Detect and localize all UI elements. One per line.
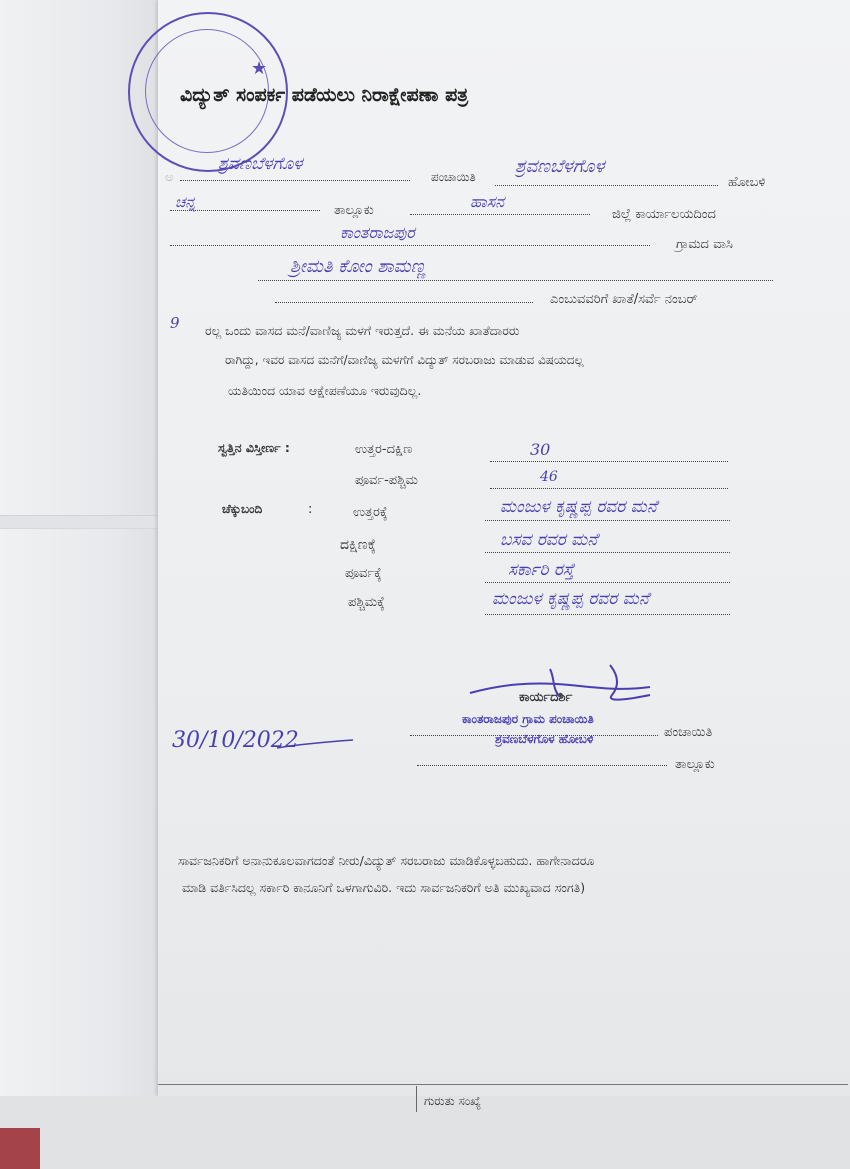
signatory-office: ಕಾಂತರಾಜಪುರ ಗ್ರಾಮ ಪಂಚಾಯಿತಿ xyxy=(462,712,594,726)
north-south-value: 30 xyxy=(530,440,551,459)
handwritten-signature xyxy=(460,655,660,715)
seal-star-icon: ★ xyxy=(251,58,268,79)
dotline xyxy=(275,302,533,303)
dotline xyxy=(485,582,730,583)
hw-village: ಶ್ರವಣಬೆಳಗೊಳ xyxy=(218,154,303,174)
district-label: ಜಿಲ್ಲೆ ಕಾರ್ಯಾಲಯದಿಂದ xyxy=(612,207,716,222)
sig-panchayati-label: ಪಂಚಾಯಿತಿ xyxy=(664,725,713,740)
west-value: ಮಂಜುಳ ಕೃಷ್ಣಪ್ಪ ರವರ ಮನೆ xyxy=(492,589,649,609)
north-value: ಮಂಜುಳ ಕೃಷ್ಣಪ್ಪ ರವರ ಮನೆ xyxy=(500,497,657,517)
village-prefix: ಅ xyxy=(165,170,174,185)
stub-fold xyxy=(0,515,158,529)
bottom-divider xyxy=(416,1086,417,1112)
boundaries-label: ಚೆಕ್ಕುಬಂದಿ xyxy=(222,502,263,516)
dotline xyxy=(410,735,658,736)
dotline xyxy=(180,180,410,181)
dotline xyxy=(495,185,718,186)
panchayati-label: ಪಂಚಾಯಿತಿ xyxy=(431,170,476,184)
ref-number-label: ಗುರುತು ಸಂಖ್ಯೆ xyxy=(424,1094,482,1108)
para-line1: ರಲ್ಲ ಒಂದು ವಾಸದ ಮನೆ/ವಾಣಿಜ್ಯ ಮಳಗೆ ಇರುತ್ತದೆ. ಈ ಮನೆಯ ಖಾತೆದಾರರು xyxy=(205,323,520,338)
hw-panchayati: ಶ್ರವಣಬೆಳಗೊಳ xyxy=(515,156,605,177)
north-south-label: ಉತ್ತರ-ದಕ್ಷಿಣ xyxy=(355,442,413,457)
east-west-value: 46 xyxy=(540,469,558,485)
footer-note-line2: ಮಾಡಿ ವರ್ತಿಸಿದಲ್ಲ ಸರ್ಕಾರಿ ಕಾನೂನಿಗೆ ಒಳಗಾಗುವಿರಿ. ಇದು ಸಾರ್ವಜನಿಕರಿಗೆ ಅತಿ ಮುಖ್ಯವಾದ ಸಂಗತಿ) xyxy=(182,880,586,895)
east-west-label: ಪೂರ್ವ-ಪಶ್ಚಿಮ xyxy=(355,473,418,488)
boundaries-colon: : xyxy=(308,502,313,517)
dotline xyxy=(490,461,728,462)
west-label: ಪಶ್ಚಿಮಕ್ಕೆ xyxy=(348,595,385,610)
sig-taluk-label: ತಾಲ್ಲೂಕು xyxy=(675,757,715,772)
bottom-rule xyxy=(158,1084,848,1085)
hw-date: 30/10/2022 xyxy=(172,728,299,753)
dotline xyxy=(410,214,590,215)
east-label: ಪೂರ್ವಕ್ಕೆ xyxy=(345,566,382,581)
village-resident-label: ಗ್ರಾಮದ ವಾಸಿ xyxy=(676,237,733,252)
red-corner xyxy=(0,1128,40,1169)
dotline xyxy=(490,488,728,489)
hw-taluk: ಚನ್ನ xyxy=(175,193,196,211)
north-label: ಉತ್ತರಕ್ಕೆ xyxy=(353,505,388,520)
dotline xyxy=(485,520,730,521)
south-label: ದಕ್ಷಿಣಕ್ಕೆ xyxy=(340,537,376,553)
dotline xyxy=(485,614,730,615)
east-value: ಸರ್ಕಾರಿ ರಸ್ತೆ xyxy=(508,560,575,580)
date-underline xyxy=(275,738,355,752)
south-value: ಬಸವ ರವರ ಮನೆ xyxy=(500,530,598,550)
dotline xyxy=(170,245,650,246)
area-label: ಸ್ವತ್ತಿನ ವಿಸ್ತೀರ್ಣ : xyxy=(218,440,290,455)
footer-note-line1: ಸಾರ್ವಜನಿಕರಿಗೆ ಅನಾನುಕೂಲವಾಗದಂತೆ ನೀರು/ವಿದ್ಯುತ್ ಸರಬರಾಜು ಮಾಡಿಕೊಳ್ಳಬಹುದು. ಹಾಗೇನಾದರೂ xyxy=(178,853,595,868)
enbuvavarige-label: ಎಂಬುವವರಿಗೆ ಖಾತೆ/ಸರ್ವೆ ನಂಬರ್ xyxy=(550,292,698,307)
hobali-label: ಹೋಬಳಿ xyxy=(728,175,766,190)
document-title: ವಿದ್ಯುತ್ ಸಂಪರ್ಕ ಪಡೆಯಲು ನಿರಾಕ್ಷೇಪಣಾ ಪತ್ರ xyxy=(180,84,469,106)
dotline xyxy=(485,552,730,553)
dotline xyxy=(417,765,667,766)
hw-village-name: ಕಾಂತರಾಜಪುರ xyxy=(340,223,415,242)
taluk-label: ತಾಲ್ಲೂಕು xyxy=(334,203,374,218)
dotline xyxy=(258,280,773,281)
hw-district: ಹಾಸನ xyxy=(470,192,505,211)
signatory-hobali: ಶ್ರವಣಬೆಳಗೊಳ ಹೋಬಳಿ xyxy=(495,732,594,746)
signatory-designation: ಕಾರ್ಯದರ್ಶಿ xyxy=(519,690,573,705)
hw-khata-no: 9 xyxy=(170,314,180,332)
para-line3: ಯತಿಯಿಂದ ಯಾವ ಆಕ್ಷೇಪಣೆಯೂ ಇರುವುದಿಲ್ಲ. xyxy=(228,383,422,398)
para-line2: ರಾಗಿದ್ದು, ಇವರ ವಾಸದ ಮನೆಗೆ/ವಾಣಿಜ್ಯ ಮಳಗೆಗೆ ವಿದ್ಯುತ್ ಸರಬರಾಜು ಮಾಡುವ ವಿಷಯದಲ್ಲ xyxy=(225,353,584,367)
dotline xyxy=(170,210,320,211)
hw-person: ಶ್ರೀಮತಿ ಕೋಂ ಶಾಮಣ್ಣ xyxy=(290,256,427,277)
left-stub-page xyxy=(0,0,158,1130)
